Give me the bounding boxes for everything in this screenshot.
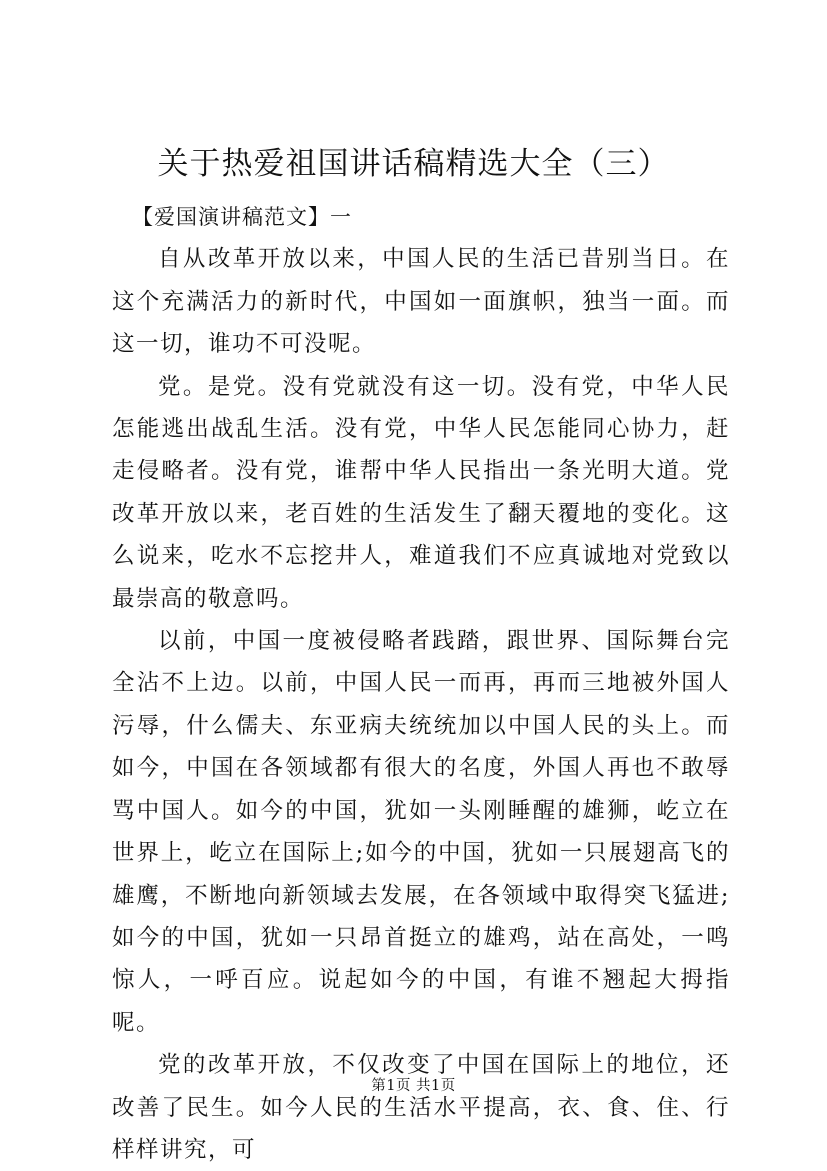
paragraph-4: 党的改革开放，不仅改变了中国在国际上的地位，还改善了民生。如今人民的生活水平提高，衣、食、住、行样样讲究，可 [112, 1052, 730, 1163]
paragraph-3: 以前，中国一度被侵略者践踏，跟世界、国际舞台完全沾不上边。以前，中国人民一而再，再而三地被外国人污辱，什么儒夫、东亚病夫统统加以中国人民的头上。而如今，中国在各领域都有很大的名度，外国人再也不敢辱骂中国人。如今的中国，犹如一头刚睡醒的雄狮，屹立在世界上，屹立在国际上;如今的中国，犹如一只展翅高飞的雄鹰，不断地向新领域去发展，在各领域中取得突飞猛进;如今的中国，犹如一只昂首挺立的雄鸡，站在高处，一鸣惊人，一呼百应。说起如今的中国，有谁不翘起大拇指呢。 [112, 628, 730, 1036]
section-heading: 【爱国演讲稿范文】一 [132, 205, 352, 229]
document-body [112, 196, 730, 1171]
paragraph-2: 党。是党。没有党就没有这一切。没有党，中华人民怎能逃出战乱生活。没有党，中华人民怎能同心协力，赶走侵略者。没有党，谁帮中华人民指出一条光明大道。党改革开放以来，老百姓的生活发生了翻天覆地的变化。这么说来，吃水不忘挖井人，难道我们不应真诚地对党致以最崇高的敬意吗。 [112, 373, 730, 612]
document-title: 关于热爱祖国讲话稿精选大全（三） [157, 146, 670, 182]
page-footer: 第1页 共1页 [371, 1078, 456, 1094]
paragraph-1: 自从改革开放以来，中国人民的生活已昔别当日。在这个充满活力的新时代，中国如一面旗帜，独当一面。而这一切，谁功不可没呢。 [112, 246, 730, 358]
